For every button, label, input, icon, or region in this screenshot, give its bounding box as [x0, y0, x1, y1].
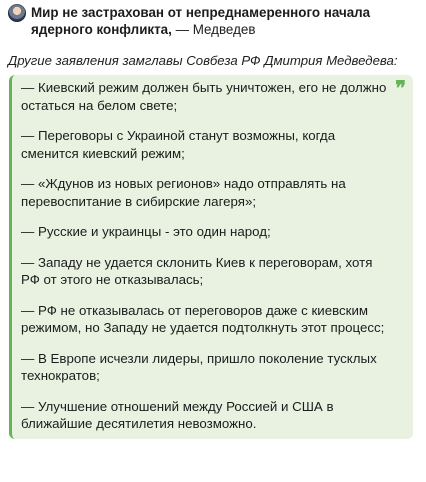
quote-item: — Переговоры с Украиной станут возможны, когда сменится киевский режим; [21, 128, 336, 161]
avatar-icon[interactable] [8, 4, 26, 22]
headline-text [31, 4, 416, 38]
quote-item: — Русские и украинцы - это один народ; [21, 224, 271, 239]
quote-item: — Западу не удается склонить Киев к переговорам, хотя РФ от этого не отказывалась; [21, 254, 373, 287]
quote-item: — Киевский режим должен быть уничтожен, его не должно остаться на белом свете; [21, 80, 387, 113]
blockquote [9, 75, 413, 439]
quote-item: — РФ не отказывалась от переговоров даже с киевским режимом, но Западу не удается подтолкнуть этот процесс; [21, 302, 385, 335]
post-headline [8, 4, 416, 38]
quote-item: — Улучшение отношений между Россией и США в ближайшие десятилетия невозможно. [21, 398, 334, 431]
quote-item: — В Европе исчезли лидеры, пришло поколение тусклых технократов; [21, 350, 377, 383]
quote-item: — «Ждунов из новых регионов» надо отправлять на перевоспитание в сибирские лагеря»; [21, 176, 346, 209]
headline-plain-text: — Медведев [171, 22, 256, 37]
post-subhead: Другие заявления замглавы Совбеза РФ Дмитрия Медведева: [8, 53, 398, 68]
headline-bold-text: Мир не застрахован от непреднамеренного начала ядерного конфликта, [31, 5, 371, 37]
quote-mark-icon: ❞ [395, 76, 406, 100]
